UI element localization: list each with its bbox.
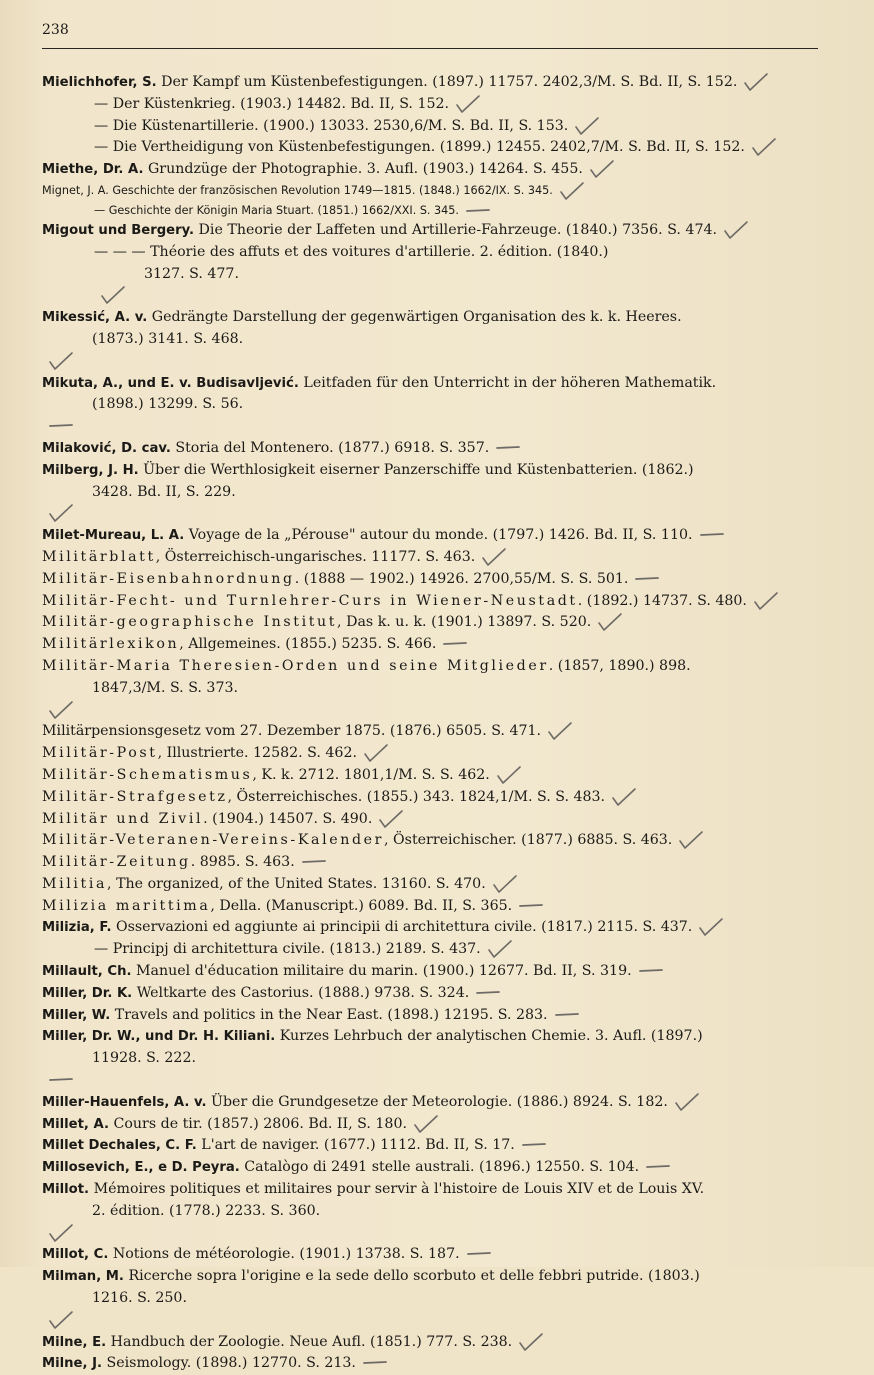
check-mark <box>547 721 573 741</box>
catalog-entry: — Geschichte der Königin Maria Stuart. (1851.) 1662/XXI. S. 345. <box>42 201 832 220</box>
check-mark <box>48 1310 74 1330</box>
check-mark <box>743 72 769 92</box>
catalog-entry: Milet-Mureau, L. A. Voyage de la „Pérouse" autour du monde. (1797.) 1426. Bd. II, S. 110. <box>42 525 832 547</box>
catalog-entry: Militär und Zivil. (1904.) 14507. S. 490. <box>42 809 832 831</box>
dash-mark <box>638 966 664 976</box>
catalog-entry: Migout und Bergery. Die Theorie der Laffeten und Artillerie-Fahrzeuge. (1840.) 7356. S. 474. <box>42 220 832 242</box>
dash-mark <box>48 1075 74 1085</box>
dash-mark <box>362 1358 388 1368</box>
dash-mark <box>301 857 327 867</box>
catalog-entry: Milaković, D. cav. Storia del Montenero. (1877.) 6918. S. 357. <box>42 438 832 460</box>
check-mark <box>492 874 518 894</box>
dash-mark <box>465 206 491 216</box>
catalog-entry: — Der Küstenkrieg. (1903.) 14482. Bd. II, S. 152. <box>42 94 832 116</box>
catalog-entry: Militia, The organized, of the United States. 13160. S. 470. <box>42 874 832 896</box>
check-mark <box>48 351 74 371</box>
catalog-entries <box>42 72 832 1375</box>
dash-mark <box>634 574 660 584</box>
catalog-entry: Miller, Dr. W., und Dr. H. Kiliani. Kurzes Lehrbuch der analytischen Chemie. 3. Aufl. (1897.) 11928. S. 222. <box>42 1026 832 1091</box>
catalog-entry: Militär-Eisenbahnordnung. (1888 — 1902.) 14926. 2700,55/M. S. S. 501. <box>42 569 832 591</box>
check-mark <box>378 809 404 829</box>
check-mark <box>678 830 704 850</box>
check-mark <box>518 1332 544 1352</box>
catalog-entry: Milne, E. Handbuch der Zoologie. Neue Aufl. (1851.) 777. S. 238. <box>42 1332 832 1354</box>
check-mark <box>589 159 615 179</box>
check-mark <box>723 220 749 240</box>
header-rule <box>42 48 818 49</box>
dash-mark <box>645 1162 671 1172</box>
catalog-entry: Millault, Ch. Manuel d'éducation militaire du marin. (1900.) 12677. Bd. II, S. 319. <box>42 961 832 983</box>
catalog-entry: — Principj di architettura civile. (1813.) 2189. S. 437. <box>42 939 832 961</box>
dash-mark <box>518 901 544 911</box>
catalog-entry: Mikuta, A., und E. v. Budisavljević. Leitfaden für den Unterricht in der höheren Mathematik. (1898.) 13299. S. 56. <box>42 373 832 438</box>
catalog-entry: Miller, Dr. K. Weltkarte des Castorius. (1888.) 9738. S. 324. <box>42 983 832 1005</box>
check-mark <box>481 547 507 567</box>
check-mark <box>413 1114 439 1134</box>
catalog-entry: Militär-Post, Illustrierte. 12582. S. 462. <box>42 743 832 765</box>
catalog-entry: Militär-Maria Theresien-Orden und seine Mitglieder. (1857, 1890.) 898. 1847,3/M. S. S. 373. <box>42 656 832 721</box>
check-mark <box>698 917 724 937</box>
catalog-entry: Miethe, Dr. A. Grundzüge der Photographie. 3. Aufl. (1903.) 14264. S. 455. <box>42 159 832 181</box>
check-mark <box>363 743 389 763</box>
catalog-entry: Militärlexikon, Allgemeines. (1855.) 5235. S. 466. <box>42 634 832 656</box>
catalog-entry: Mignet, J. A. Geschichte der französischen Revolution 1749—1815. (1848.) 1662/IX. S. 345. <box>42 181 832 201</box>
check-mark <box>559 181 585 201</box>
check-mark <box>487 939 513 959</box>
check-mark <box>751 137 777 157</box>
check-mark <box>48 503 74 523</box>
dash-mark <box>554 1010 580 1020</box>
check-mark <box>455 94 481 114</box>
catalog-entry: Mikessić, A. v. Gedrängte Darstellung der gegenwärtigen Organisation des k. k. Heeres. (1873.) 3141. S. 468. <box>42 307 832 372</box>
catalog-entry: Millot. Mémoires politiques et militaires pour servir à l'histoire de Louis XIV et de Louis XV. 2. édition. (1778.) 2233. S. 360. <box>42 1179 832 1244</box>
catalog-entry: Millet, A. Cours de tir. (1857.) 2806. Bd. II, S. 180. <box>42 1114 832 1136</box>
check-mark <box>48 700 74 720</box>
catalog-entry: Militärpensionsgesetz vom 27. Dezember 1875. (1876.) 6505. S. 471. <box>42 721 832 743</box>
catalog-entry: Milberg, J. H. Über die Werthlosigkeit eiserner Panzerschiffe und Küstenbatterien. (1862.) 3428. Bd. II, S. 229. <box>42 460 832 525</box>
dash-mark <box>699 530 725 540</box>
catalog-entry: — — — Théorie des affuts et des voitures d'artillerie. 2. édition. (1840.) 3127. S. 477. <box>42 242 832 307</box>
catalog-entry: — Die Küstenartillerie. (1900.) 13033. 2530,6/M. S. Bd. II, S. 153. <box>42 116 832 138</box>
page-number: 238 <box>42 22 69 38</box>
check-mark <box>611 787 637 807</box>
dash-mark <box>521 1140 547 1150</box>
check-mark <box>100 285 126 305</box>
catalog-entry: — Die Vertheidigung von Küstenbefestigungen. (1899.) 12455. 2402,7/M. S. Bd. II, S. 152. <box>42 137 832 159</box>
catalog-entry: Militär-Zeitung. 8985. S. 463. <box>42 852 832 874</box>
catalog-entry: Militärblatt, Österreichisch-ungarisches. 11177. S. 463. <box>42 547 832 569</box>
check-mark <box>674 1092 700 1112</box>
catalog-entry: Militär-geographische Institut, Das k. u. k. (1901.) 13897. S. 520. <box>42 612 832 634</box>
catalog-entry: Milizia, F. Osservazioni ed aggiunte ai principii di architettura civile. (1817.) 2115. S. 437. <box>42 917 832 939</box>
check-mark <box>753 591 779 611</box>
catalog-entry: Millosevich, E., e D. Peyra. Catalògo di 2491 stelle australi. (1896.) 12550. S. 104. <box>42 1157 832 1179</box>
dash-mark <box>466 1249 492 1259</box>
check-mark <box>597 612 623 632</box>
check-mark <box>574 116 600 136</box>
catalog-entry: Militär-Fecht- und Turnlehrer-Curs in Wiener-Neustadt. (1892.) 14737. S. 480. <box>42 591 832 613</box>
check-mark <box>496 765 522 785</box>
catalog-entry: Millot, C. Notions de météorologie. (1901.) 13738. S. 187. <box>42 1244 832 1266</box>
catalog-entry: Miller-Hauenfels, A. v. Über die Grundgesetze der Meteorologie. (1886.) 8924. S. 182. <box>42 1092 832 1114</box>
catalog-entry: Militär-Schematismus, K. k. 2712. 1801,1/M. S. S. 462. <box>42 765 832 787</box>
catalog-entry: Mielichhofer, S. Der Kampf um Küstenbefestigungen. (1897.) 11757. 2402,3/M. S. Bd. II, S. 152. <box>42 72 832 94</box>
catalog-entry: Miller, W. Travels and politics in the Near East. (1898.) 12195. S. 283. <box>42 1005 832 1027</box>
catalog-entry: Milizia marittima, Della. (Manuscript.) 6089. Bd. II, S. 365. <box>42 896 832 918</box>
dash-mark <box>495 443 521 453</box>
catalog-entry: Milman, M. Ricerche sopra l'origine e la sede dello scorbuto et delle febbri putride. (1803.) 1216. S. 250. <box>42 1266 832 1331</box>
dash-mark <box>442 639 468 649</box>
catalog-entry: Milne, J. Seismology. (1898.) 12770. S. 213. <box>42 1353 832 1375</box>
dash-mark <box>48 421 74 431</box>
catalog-entry: Militär-Strafgesetz, Österreichisches. (1855.) 343. 1824,1/M. S. S. 483. <box>42 787 832 809</box>
dash-mark <box>475 988 501 998</box>
check-mark <box>48 1223 74 1243</box>
catalog-entry: Millet Dechales, C. F. L'art de naviger. (1677.) 1112. Bd. II, S. 17. <box>42 1135 832 1157</box>
catalog-entry: Militär-Veteranen-Vereins-Kalender, Österreichischer. (1877.) 6885. S. 463. <box>42 830 832 852</box>
